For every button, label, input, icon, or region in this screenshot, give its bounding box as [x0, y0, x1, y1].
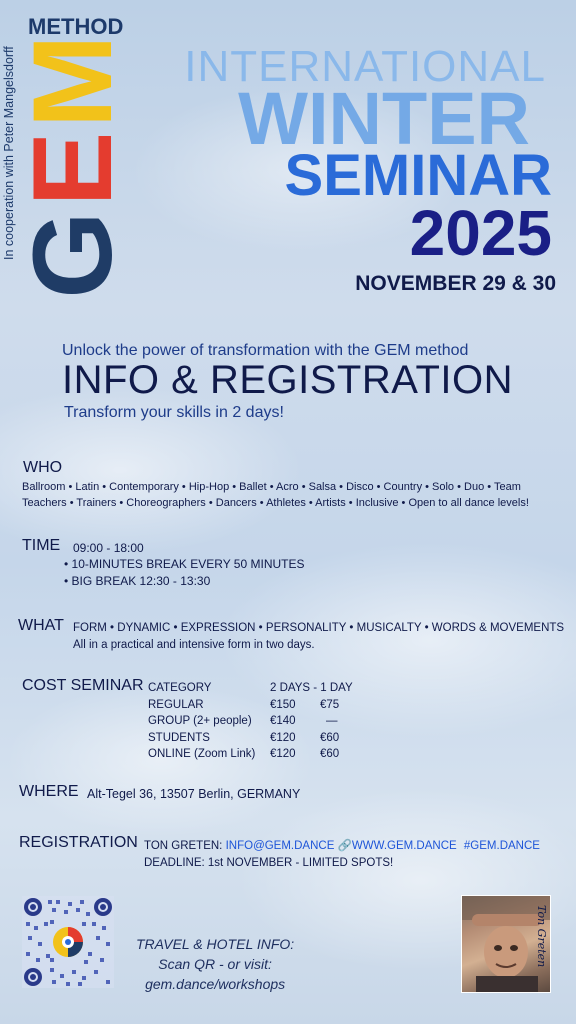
logo-letter-e: E — [10, 131, 135, 207]
who-styles: Ballroom • Latin • Contemporary • Hip-Hop • Ballet • Acro • Salsa • Disco • Country • Solo • Duo • Team — [22, 481, 521, 493]
cost-two-days: €150 — [270, 698, 296, 711]
intro-subtagline: Transform your skills in 2 days! — [64, 404, 284, 421]
cost-two-days: €140 — [270, 715, 296, 728]
logo-method-text: METHOD — [28, 14, 124, 39]
cost-category: GROUP (2+ people) — [148, 715, 252, 728]
cost-category: ONLINE (Zoom Link) — [148, 748, 256, 761]
cooperation-text: In cooperation with Peter Mangelsdorff — [2, 46, 16, 260]
contact-name: TON GRETEN: — [144, 840, 223, 852]
who-audience: Teachers • Trainers • Choreographers • Dancers • Athletes • Artists • Inclusive • Open to all dance levels! — [22, 497, 529, 509]
registration-contact-line — [144, 838, 540, 855]
cost-one-day: — — [326, 715, 338, 728]
registration-deadline: DEADLINE: 1st NOVEMBER - LIMITED SPOTS! — [144, 857, 394, 869]
what-label: WHAT — [18, 617, 64, 634]
cost-category: STUDENTS — [148, 731, 210, 744]
gem-logo — [10, 34, 135, 299]
cost-label: COST SEMINAR — [22, 677, 144, 694]
cost-header-category: CATEGORY — [148, 682, 212, 695]
table-row — [148, 680, 353, 697]
travel-line-1: TRAVEL & HOTEL INFO: — [136, 936, 295, 952]
hashtag-link[interactable]: #GEM.DANCE — [463, 840, 540, 852]
cost-category: REGULAR — [148, 698, 204, 711]
cost-header-prices: 2 DAYS - 1 DAY — [270, 682, 353, 695]
table-row — [148, 730, 353, 747]
table-row — [148, 713, 353, 730]
cost-two-days: €120 — [270, 748, 296, 761]
cost-one-day: €60 — [320, 748, 340, 761]
time-break-2: • BIG BREAK 12:30 - 13:30 — [64, 574, 211, 588]
who-section — [22, 479, 529, 511]
email-link[interactable]: INFO@GEM.DANCE — [225, 840, 335, 852]
logo-letter-m: M — [10, 34, 135, 128]
logo-letter-g: G — [10, 211, 135, 299]
table-row — [148, 697, 353, 714]
where-address: Alt-Tegel 36, 13507 Berlin, GERMANY — [87, 787, 301, 801]
info-registration-heading: INFO & REGISTRATION — [62, 358, 514, 402]
cost-two-days: €120 — [270, 731, 296, 744]
intro-tagline: Unlock the power of transformation with the GEM method — [62, 342, 469, 359]
time-label: TIME — [22, 537, 61, 554]
cost-one-day: €60 — [320, 731, 340, 744]
who-label: WHO — [23, 459, 63, 476]
link-icon: 🔗 — [337, 840, 352, 852]
title-winter: WINTER — [238, 77, 530, 160]
what-note: All in a practical and intensive form in two days. — [73, 639, 315, 651]
cost-one-day: €75 — [320, 698, 340, 711]
time-break-1: • 10-MINUTES BREAK EVERY 50 MINUTES — [64, 557, 305, 571]
qr-code-icon[interactable] — [22, 896, 114, 988]
cost-table — [148, 680, 353, 763]
title-international: INTERNATIONAL — [184, 42, 546, 91]
title-seminar: SEMINAR — [284, 143, 552, 208]
travel-line-2: Scan QR - or visit: — [158, 956, 272, 972]
signature: Ton Greten — [535, 905, 548, 968]
title-year: 2025 — [409, 197, 552, 269]
travel-link[interactable]: gem.dance/workshops — [145, 976, 286, 992]
website-link[interactable]: WWW.GEM.DANCE — [351, 840, 457, 852]
travel-info — [136, 934, 294, 994]
event-date: NOVEMBER 29 & 30 — [355, 272, 556, 295]
where-label: WHERE — [19, 783, 79, 800]
registration-label: REGISTRATION — [19, 834, 138, 851]
table-row — [148, 746, 353, 763]
what-items: FORM • DYNAMIC • EXPRESSION • PERSONALITY • MUSICALTY • WORDS & MOVEMENTS — [73, 622, 565, 634]
time-hours: 09:00 - 18:00 — [73, 541, 144, 555]
